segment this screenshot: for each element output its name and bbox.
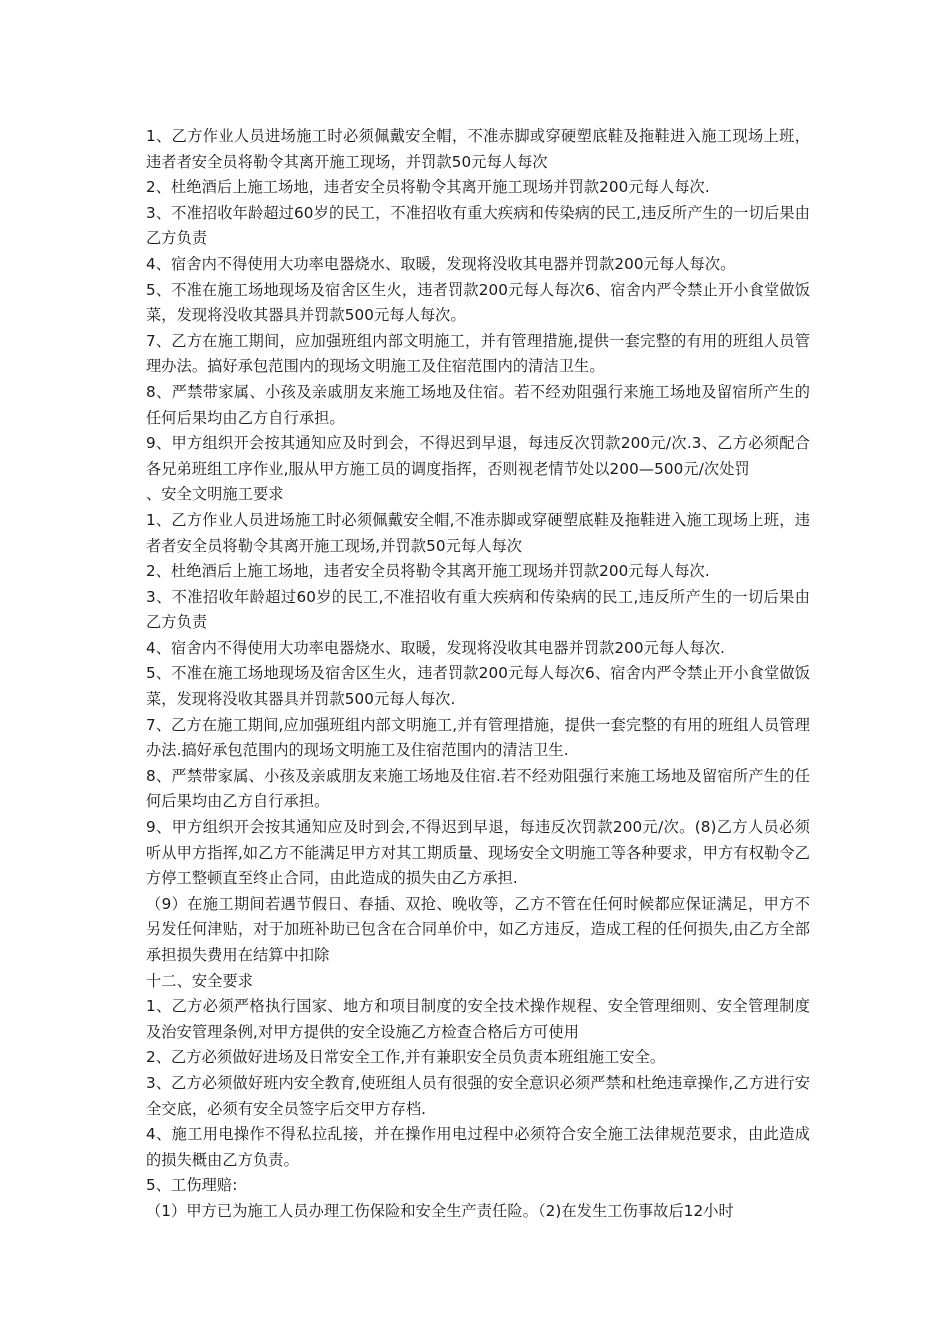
section-heading: 十二、安全要求 (146, 971, 254, 990)
paragraph: 3、不准招收年龄超过60岁的民工,不准招收有重大疾病和传染病的民工,违反所产生的一切后果由乙方负责 (146, 587, 810, 632)
paragraph: 2、乙方必须做好进场及日常安全工作,并有兼职安全员负责本班组施工安全。 (146, 1048, 666, 1067)
paragraph: 5、工伤理赔: (146, 1176, 238, 1195)
paragraph: 1、乙方作业人员进场施工时必须佩戴安全帽,不准赤脚或穿硬塑底鞋及拖鞋进入施工现场上班，违者者安全员将勒令其离开施工现场,并罚款50元每人每次 (146, 510, 810, 555)
paragraph: 1、乙方必须严格执行国家、地方和项目制度的安全技术操作规程、安全管理细则、安全管理制度及治安管理条例,对甲方提供的安全设施乙方检查合格后方可使用 (146, 997, 810, 1041)
paragraph: 3、乙方必须做好班内安全教育,使班组人员有很强的安全意识必须严禁和杜绝违章操作,乙方进行安全交底，必须有安全员签字后交甲方存档. (146, 1073, 810, 1118)
paragraph: 2、杜绝酒后上施工场地，违者安全员将勒令其离开施工现场并罚款200元每人每次. (146, 178, 710, 197)
paragraph: 4、宿舍内不得使用大功率电器烧水、取暖，发现将没收其电器并罚款200元每人每次. (146, 638, 726, 657)
paragraph: （1）甲方已为施工人员办理工伤保险和安全生产责任险。（2)在发生工伤事故后12小时 (146, 1201, 734, 1220)
paragraph: 9、甲方组织开会按其通知应及时到会,不得迟到早退，每违反次罚款200元/次。(8)乙方人员必须听从甲方指挥,如乙方不能满足甲方对其工期质量、现场安全文明施工等各种要求，甲方有权勒令乙方停工整顿直至终止合同，由此造成的损失由乙方承担. (146, 818, 810, 888)
paragraph: 3、不准招收年龄超过60岁的民工，不准招收有重大疾病和传染病的民工,违反所产生的一切后果由乙方负责 (146, 203, 810, 248)
paragraph: 2、杜绝酒后上施工场地，违者安全员将勒令其离开施工现场并罚款200元每人每次. (146, 562, 710, 581)
paragraph: 5、不准在施工场地现场及宿舍区生火，违者罚款200元每人每次6、宿舍内严令禁止开小食堂做饭菜，发现将没收其器具并罚款500元每人每次。 (146, 280, 810, 325)
document-body (146, 124, 810, 1225)
paragraph: （9）在施工期间若遇节假日、春插、双抢、晚收等，乙方不管在任何时候都应保证满足，甲方不另发任何津贴，对于加班补助已包含在合同单价中，如乙方违反，造成工程的任何损失,由乙方全部承担损失费用在结算中扣除 (146, 894, 810, 964)
paragraph: 1、乙方作业人员进场施工时必须佩戴安全帽，不准赤脚或穿硬塑底鞋及拖鞋进入施工现场上班，违者者安全员将勒令其离开施工现场，并罚款50元每人每次 (146, 127, 810, 171)
paragraph: 5、不准在施工场地现场及宿舍区生火，违者罚款200元每人每次6、宿舍内严令禁止开小食堂做饭菜，发现将没收其器具并罚款500元每人每次. (146, 664, 810, 709)
paragraph: 7、乙方在施工期间，应加强班组内部文明施工，并有管理措施,提供一套完整的有用的班组人员管理办法。搞好承包范围内的现场文明施工及住宿范围内的清洁卫生。 (146, 331, 810, 376)
paragraph: 4、宿舍内不得使用大功率电器烧水、取暖，发现将没收其电器并罚款200元每人每次。 (146, 254, 736, 273)
paragraph: 9、甲方组织开会按其通知应及时到会，不得迟到早退，每违反次罚款200元/次.3、乙方必须配合各兄弟班组工序作业,服从甲方施工员的调度指挥，否则视老情节处以200—500元/次处罚 (146, 434, 810, 478)
paragraph: 8、严禁带家属、小孩及亲戚朋友来施工场地及住宿。若不经劝阻强行来施工场地及留宿所产生的任何后果均由乙方自行承担。 (146, 382, 810, 427)
section-heading: 、安全文明施工要求 (146, 485, 284, 504)
paragraph: 4、施工用电操作不得私拉乱接，并在操作用电过程中必须符合安全施工法律规范要求，由此造成的损失概由乙方负责。 (146, 1125, 810, 1169)
paragraph: 8、严禁带家属、小孩及亲戚朋友来施工场地及住宿.若不经劝阻强行来施工场地及留宿所产生的任何后果均由乙方自行承担。 (146, 766, 810, 811)
paragraph: 7、乙方在施工期间,应加强班组内部文明施工,并有管理措施，提供一套完整的有用的班组人员管理办法.搞好承包范围内的现场文明施工及住宿范围内的清洁卫生. (146, 715, 810, 760)
